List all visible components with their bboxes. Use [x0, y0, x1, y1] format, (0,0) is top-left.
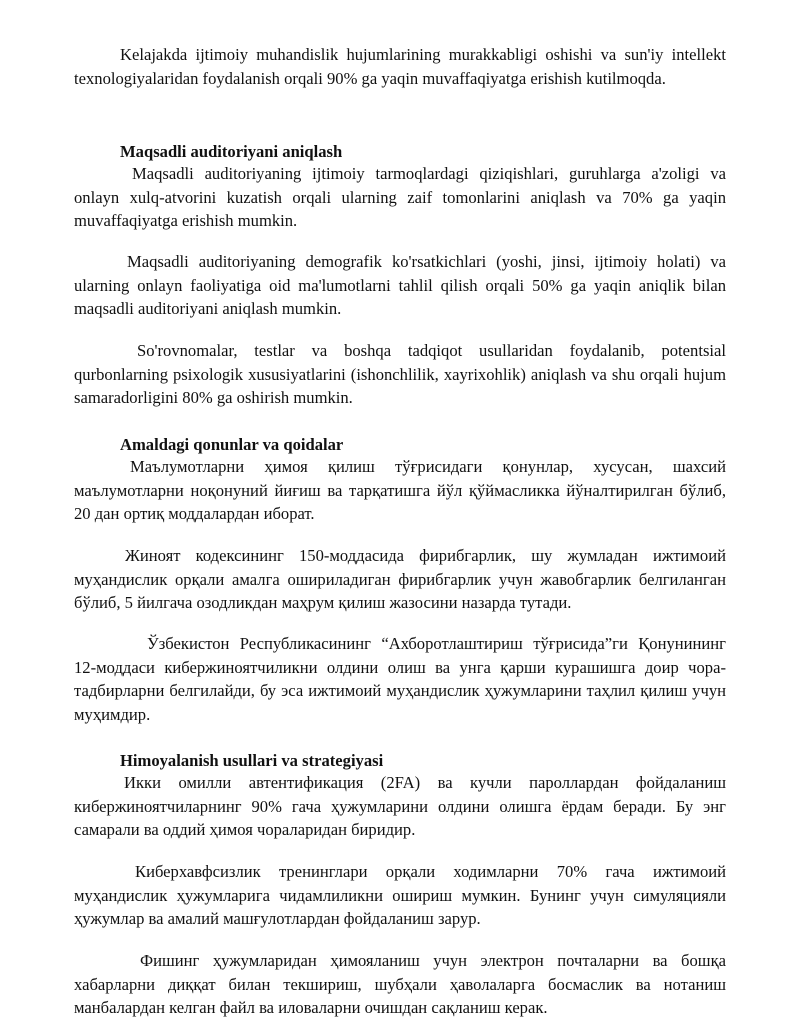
paragraph-audience-3: So'rovnomalar, testlar va boshqa tadqiqot usullaridan foydalanib, potentsial qurbonlarning psixologik xususiyatlarini (ishonchlilik, xayrixohlik) aniqlash va shu orqali hujum samaradorligini 80% ga oshirish mumkin. — [74, 341, 726, 407]
paragraph-laws-2: Жиноят кодексининг 150-моддасида фирибгарлик, шу жумладан ижтимоий муҳандислик орқали амалга ошириладиган фирибгарлик учун жавобгарлик белгиланган бўлиб, 5 йилгача озодликдан маҳрум қилиш жазосини назарда тутади. — [74, 546, 726, 612]
section-heading-protection: Himoyalanish usullari va strategiyasi — [120, 751, 384, 770]
paragraph-protection-3: Фишинг ҳужумларидан ҳимояланиш учун электрон почталарни ва бошқа хабарларни диққат билан текшириш, шубҳали ҳаволаларга босмаслик ва нотаниш манбалардан келган файл ва иловаларни очишдан сақланиш керак. — [74, 951, 726, 1017]
section-heading-laws: Amaldagi qonunlar va qoidalar — [120, 435, 344, 454]
paragraph-protection-1: Икки омилли автентификация (2FA) ва кучли пароллардан фойдаланиш кибержиноятчиларнинг 90% гача ҳужумларини олдини олишга ёрдам беради. Бу энг самарали ва оддий ҳимоя чораларидан биридир. — [74, 773, 726, 839]
paragraph-audience-1: Maqsadli auditoriyaning ijtimoiy tarmoqlardagi qiziqishlari, guruhlarga a'zoligi va onlayn xulq-atvorini kuzatish orqali ularning zaif tomonlarini aniqlash va 70% ga yaqin muvaffaqiyatga erishish mumkin. — [74, 164, 726, 230]
paragraph-audience-2: Maqsadli auditoriyaning demografik ko'rsatkichlari (yoshi, jinsi, ijtimoiy holati) va ularning onlayn faoliyatiga oid ma'lumotlarni tahlil qilish orqali 50% ga yaqin aniqlik bilan maqsadli auditoriyani aniqlash mumkin. — [74, 252, 726, 318]
paragraph-laws-3: Ўзбекистон Республикасининг “Ахборотлаштириш тўғрисида”ги Қонунининг 12-моддаси кибержиноятчиликни олдини олиш ва унга қарши курашишга доир чора-тадбирларни белгилайди, бу эса ижтимоий муҳандислик ҳужумларини таҳлил қилиш учун муҳимдир. — [74, 634, 726, 724]
intro-paragraph: Kelajakda ijtimoiy muhandislik hujumlarining murakkabligi oshishi va sun'iy intellekt texnologiyalaridan foydalanish orqali 90% ga yaqin muvaffaqiyatga erishish kutilmoqda. — [74, 45, 726, 88]
paragraph-protection-2: Киберхавфсизлик тренинглари орқали ходимларни 70% гача ижтимоий муҳандислик ҳужумларига чидамлиликни ошириш мумкин. Бунинг учун симуляцияли ҳужумлар ва амалий машғулотлардан фойдаланиш зарур. — [74, 862, 726, 928]
section-heading-target-audience: Maqsadli auditoriyani aniqlash — [120, 142, 343, 161]
paragraph-laws-1: Маълумотларни ҳимоя қилиш тўғрисидаги қонунлар, хусусан, шахсий маълумотларни ноқонуний йиғиш ва тарқатишга йўл қўймасликка йўналтирилган бўлиб, 20 дан ортиқ моддалардан иборат. — [74, 457, 726, 523]
